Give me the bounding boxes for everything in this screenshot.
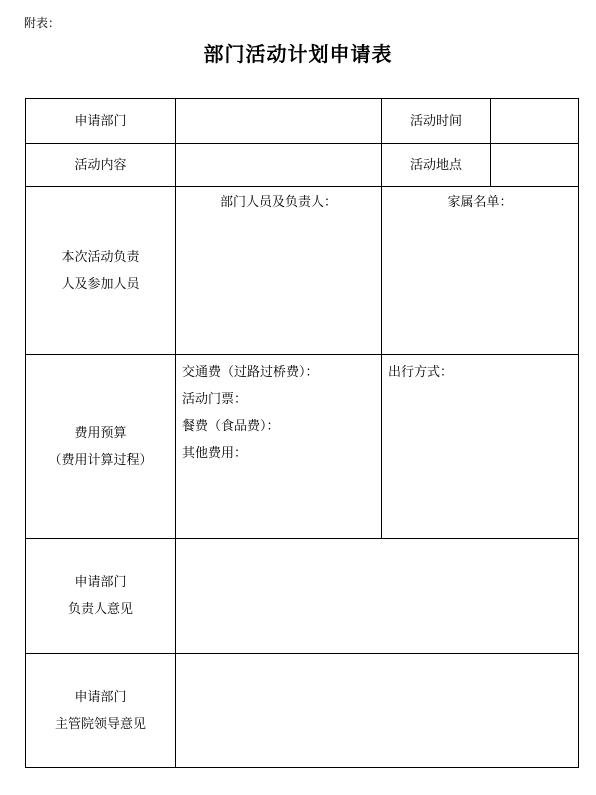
- staff-header: 部门人员及负责人：: [219, 195, 337, 210]
- dept-head-opinion-label-cell: [25, 538, 176, 654]
- budget-items-cell[interactable]: [175, 354, 382, 539]
- dept-label-cell: [25, 98, 176, 144]
- budget-item-other: 其他费用：: [182, 446, 248, 461]
- budget-item-meals: 餐费（食品费）：: [182, 419, 280, 434]
- travel-mode-label: 出行方式：: [388, 365, 454, 380]
- budget-label-cell: [25, 354, 176, 539]
- budget-item-tickets: 活动门票：: [182, 392, 248, 407]
- dept-head-opinion-value-cell[interactable]: [175, 538, 579, 654]
- leader-opinion-label-line: 主管院领导意见: [54, 716, 146, 732]
- travel-mode-cell[interactable]: [381, 354, 579, 539]
- family-cell[interactable]: [381, 186, 579, 355]
- activity-location-label: 活动地点: [409, 157, 462, 173]
- budget-label-line: （费用计算过程）: [48, 452, 153, 468]
- participants-label-cell: [25, 186, 176, 355]
- form-title: 部门活动计划申请表: [203, 42, 393, 66]
- budget-item-transport: 交通费（过路过桥费）：: [182, 365, 319, 380]
- activity-content-label-cell: [25, 143, 176, 187]
- activity-time-value-cell[interactable]: [490, 98, 579, 144]
- participants-label-line: 本次活动负责: [61, 249, 140, 265]
- dept-label: 申请部门: [74, 113, 127, 129]
- dept-head-opinion-label-line: 负责人意见: [67, 602, 133, 617]
- activity-location-label-cell: [381, 143, 491, 187]
- participants-label-line: 人及参加人员: [61, 276, 140, 292]
- budget-label-line: 费用预算: [74, 425, 127, 441]
- dept-head-opinion-label-line: 申请部门: [74, 575, 127, 590]
- activity-content-value-cell[interactable]: [175, 143, 382, 187]
- activity-location-value-cell[interactable]: [490, 143, 579, 187]
- activity-time-label: 活动时间: [409, 113, 462, 129]
- family-header: 家属名单：: [447, 195, 513, 210]
- activity-time-label-cell: [381, 98, 491, 144]
- leader-opinion-label-cell: [25, 653, 176, 768]
- activity-content-label: 活动内容: [74, 157, 127, 173]
- appendix-label: 附表：: [24, 16, 61, 30]
- staff-cell[interactable]: [175, 186, 382, 355]
- leader-opinion-value-cell[interactable]: [175, 653, 579, 768]
- dept-value-cell[interactable]: [175, 98, 382, 144]
- leader-opinion-label-line: 申请部门: [74, 689, 127, 705]
